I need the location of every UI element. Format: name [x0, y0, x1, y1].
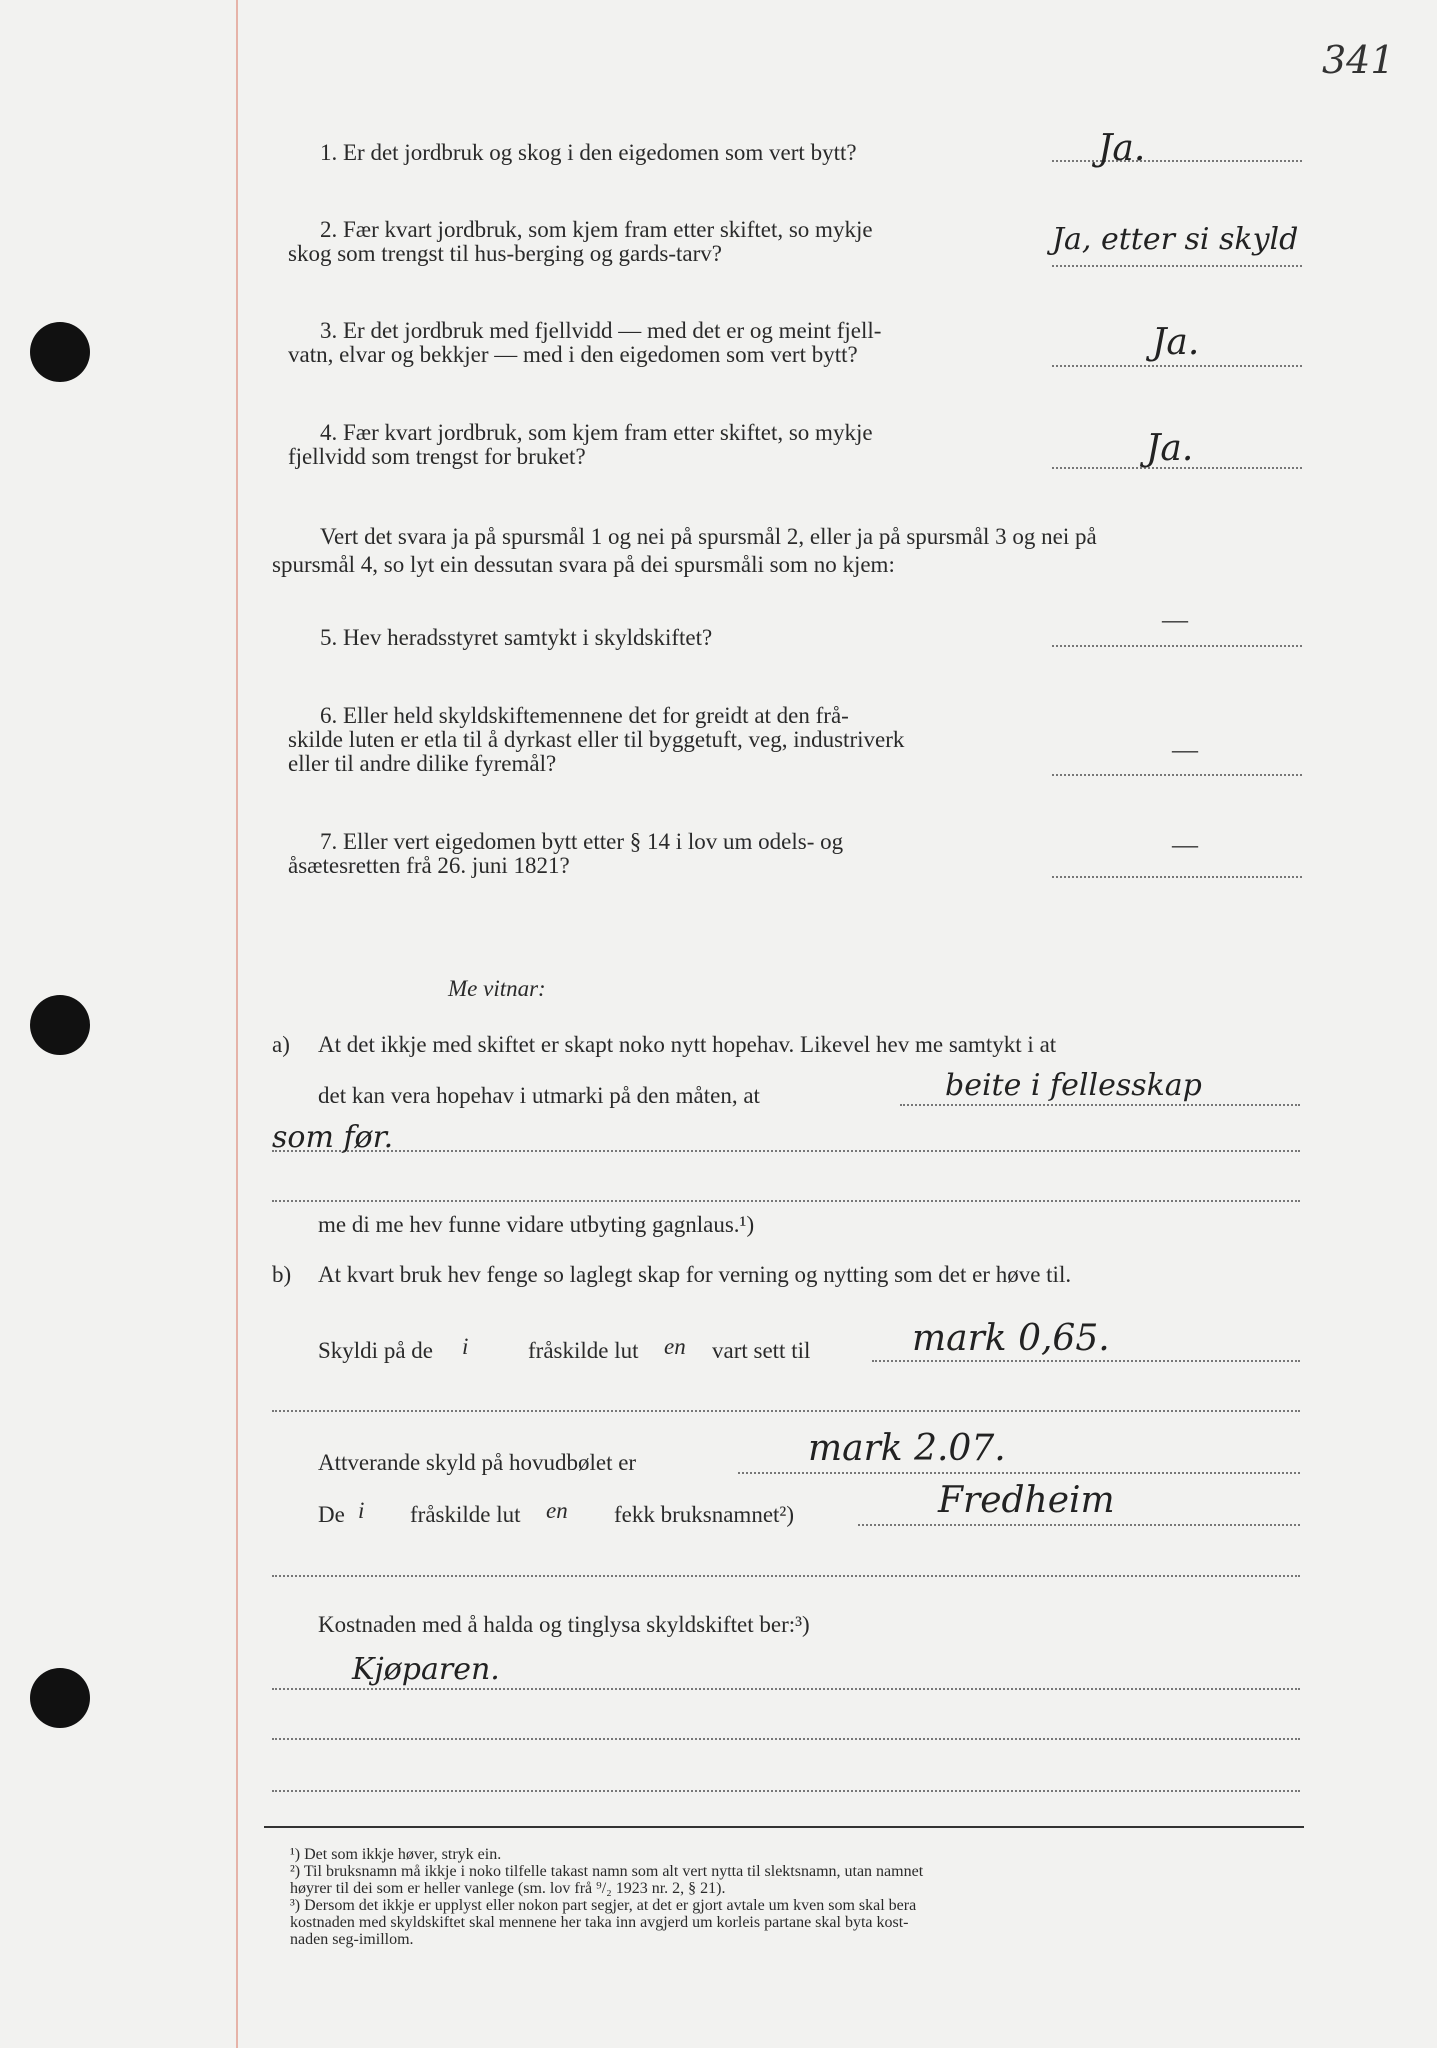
bruksnamn-label-3: fekk bruksnamnet²) — [614, 1502, 794, 1527]
footnote-3-line-3: naden seg-imillom. — [290, 1931, 414, 1948]
bruksnamn-value: Fredheim — [938, 1480, 1115, 1521]
answer-line — [1052, 160, 1302, 162]
footnote-1: ¹) Det som ikkje høver, stryk ein. — [290, 1846, 502, 1863]
answer-1: Ja. — [1098, 128, 1146, 169]
question-2-line-2: skog som trengst til hus-berging og gards-tarv? — [288, 241, 722, 266]
punch-hole-top — [30, 322, 90, 382]
skyld-suffix-1: i — [462, 1334, 469, 1359]
fill-line — [272, 1790, 1300, 1792]
skyld-suffix-2: en — [664, 1334, 686, 1359]
bruksnamn-suffix-2: en — [546, 1498, 568, 1523]
footnote-separator — [264, 1826, 1304, 1828]
skyld-value: mark 0,65. — [912, 1318, 1110, 1359]
question-7-line-1: 7. Eller vert eigedomen bytt etter § 14 i lov um odels- og — [320, 829, 844, 854]
fill-line — [272, 1150, 1300, 1152]
question-4-line-1: 4. Fær kvart jordbruk, som kjem fram etter skiftet, so mykje — [320, 420, 873, 445]
answer-7: — — [1172, 830, 1198, 859]
answer-6: — — [1172, 735, 1198, 764]
bruksnamn-label-1: De — [318, 1502, 345, 1527]
bruksnamn-label-2: fråskilde lut — [410, 1502, 521, 1527]
question-7-line-2: åsætesretten frå 26. juni 1821? — [288, 853, 570, 878]
answer-5: — — [1162, 605, 1188, 634]
question-3-line-1: 3. Er det jordbruk med fjellvidd — med det er og meint fjell- — [320, 318, 882, 343]
fill-line — [272, 1410, 1300, 1412]
question-4-line-2: fjellvidd som trengst for bruket? — [288, 444, 586, 469]
fill-line — [272, 1200, 1300, 1202]
question-2-line-1: 2. Fær kvart jordbruk, som kjem fram etter skiftet, so mykje — [320, 217, 873, 242]
fill-line — [272, 1688, 1300, 1690]
answer-4: Ja. — [1146, 428, 1194, 469]
footnote-3-line-2: kostnaden med skyldskiftet skal mennene her taka inn avgjerd um korleis partane skal byta kost- — [290, 1914, 909, 1931]
punch-hole-middle — [30, 995, 90, 1055]
answer-line — [1052, 365, 1302, 367]
witness-b-label: b) — [272, 1262, 292, 1287]
question-6-line-3: eller til andre dilike fyremål? — [288, 751, 557, 776]
footnote-2-line-1: ²) Til bruksnamn må ikkje i noko tilfelle takast namn som alt vert nytta til slektsnamn, utan namnet — [290, 1863, 924, 1880]
skyld-label-1: Skyldi på de — [318, 1338, 433, 1363]
witness-a-line-2: det kan vera hopehav i utmarki på den måten, at — [318, 1083, 760, 1108]
fill-line — [858, 1524, 1300, 1526]
witness-a-line-1: At det ikkje med skiftet er skapt noko nytt hopehav. Likevel hev me samtykt i at — [318, 1032, 1057, 1057]
witness-a-label: a) — [272, 1032, 290, 1057]
attverande-label: Attverande skyld på hovudbølet er — [318, 1450, 637, 1475]
answer-line — [1052, 876, 1302, 878]
answer-line — [1052, 265, 1302, 267]
fill-line — [872, 1360, 1300, 1362]
answer-line — [1052, 774, 1302, 776]
witness-b-line-1: At kvart bruk hev fenge so laglegt skap for verning og nytting som det er høve til. — [318, 1262, 1072, 1287]
answer-2: Ja, etter si skyld — [1052, 222, 1299, 257]
kostnad-label: Kostnaden med å halda og tinglysa skyldskiftet ber:³) — [318, 1612, 810, 1637]
witness-a-line-end: me di me hev funne vidare utbyting gagnlaus.¹) — [318, 1212, 755, 1237]
witness-a-handwritten-1: beite i fellesskap — [945, 1068, 1202, 1103]
witness-heading: Me vitnar: — [448, 976, 546, 1001]
fill-line — [900, 1104, 1300, 1106]
punch-hole-bottom — [30, 1668, 90, 1728]
question-6-line-1: 6. Eller held skyldskiftemennene det for greidt at den frå- — [320, 703, 849, 728]
fill-line — [738, 1472, 1300, 1474]
attverande-value: mark 2.07. — [808, 1428, 1006, 1469]
footnote-3-line-1: ³) Dersom det ikkje er upplyst eller nokon part segjer, at det er gjort avtale um kven som skal bera — [290, 1897, 917, 1914]
question-5-text: 5. Hev heradsstyret samtykt i skyldskiftet? — [320, 625, 713, 650]
note-line-1: Vert det svara ja på spursmål 1 og nei på spursmål 2, eller ja på spursmål 3 og nei på — [320, 524, 1097, 549]
answer-line — [1052, 645, 1302, 647]
skyld-label-2: fråskilde lut — [528, 1338, 639, 1363]
page-number: 341 — [1322, 38, 1395, 82]
kostnad-value: Kjøparen. — [352, 1652, 500, 1687]
question-6-line-2: skilde luten er etla til å dyrkast eller til byggetuft, veg, industriverk — [288, 727, 905, 752]
fill-line — [272, 1738, 1300, 1740]
skyld-label-3: vart sett til — [712, 1338, 811, 1363]
bruksnamn-suffix-1: i — [358, 1498, 365, 1523]
witness-a-handwritten-2: som før. — [272, 1120, 394, 1155]
margin-line — [236, 0, 238, 2048]
fill-line — [272, 1575, 1300, 1577]
question-1-text: 1. Er det jordbruk og skog i den eigedomen som vert bytt? — [320, 140, 857, 165]
footnote-2-line-2: høyrer til dei som er heller vanlege (sm. lov frå ⁹/₂ 1923 nr. 2, § 21). — [290, 1880, 726, 1897]
note-line-2: spursmål 4, so lyt ein dessutan svara på dei spursmåli som no kjem: — [272, 552, 895, 577]
question-3-line-2: vatn, elvar og bekkjer — med i den eigedomen som vert bytt? — [288, 342, 858, 367]
answer-3: Ja. — [1152, 322, 1200, 363]
